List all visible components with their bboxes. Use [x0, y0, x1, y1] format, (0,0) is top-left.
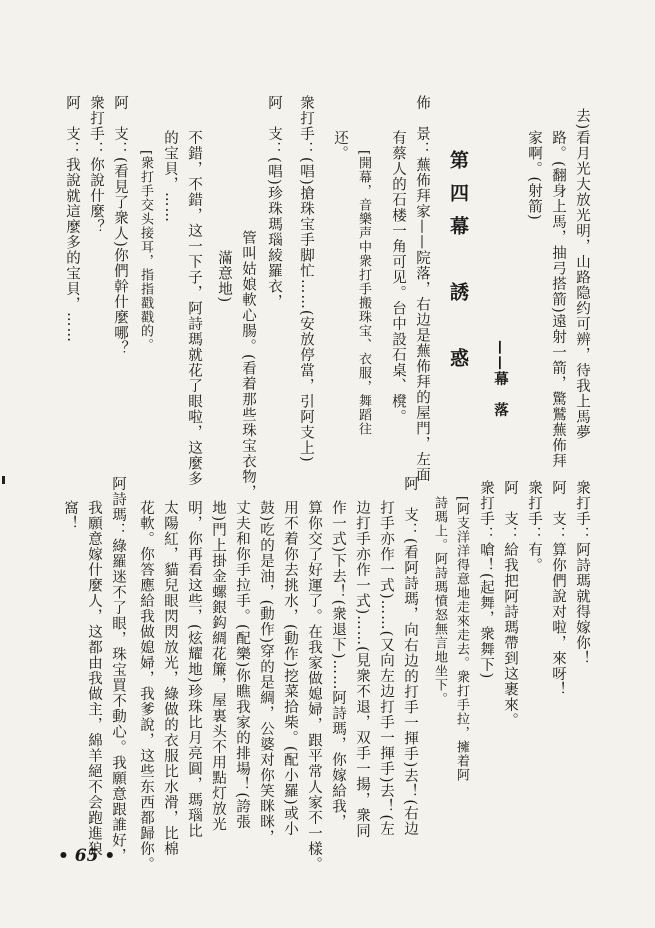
stage-direction-curtain: ——幕 落	[492, 340, 509, 418]
text-column: 佈 景：蕪佈拜家——院落，右边是蕪佈拜的屋門，左面	[414, 95, 430, 483]
stage-direction: 詩瑪上。阿詩瑪憤怒無言地坐下。	[432, 496, 447, 706]
text-column: 衆打手：(唱)搶珠宝手脚忙……(安放停當，引阿支上)	[298, 95, 314, 463]
text-column: 衆打手：你說什麼？	[88, 95, 104, 235]
text-column: 还。	[332, 130, 348, 161]
text-column: 的宝貝，……	[162, 130, 178, 223]
text-column: 阿 支：(看阿詩瑪，向右边的打手一揮手)去！(右边	[402, 476, 418, 837]
stage-direction: [衆打手交头接耳，指指戳戳的。	[138, 150, 153, 353]
act-title: 第四幕 誘 惑	[447, 150, 469, 381]
text-column: 太陽紅，貓兒眼閃閃放光，綠做的衣服比水滑，比棉	[162, 500, 178, 857]
text-column: 阿 支：(唱)珍珠瑪瑙綾羅衣，	[266, 95, 282, 310]
text-column: 衆打手：有。	[526, 480, 542, 573]
margin-mark	[2, 476, 5, 484]
text-column: 打手亦作一式)……(又向左边打手一揮手)去！(左	[378, 500, 394, 837]
text-column: 我願意嫁什麼人，这都由我做主，綿羊絕不会跑進狼	[86, 500, 102, 857]
text-column: 管叫姑娘軟心腸。(看着那些珠宝衣物，	[240, 230, 256, 501]
text-column: 衆打手：阿詩瑪就得嫁你！	[574, 480, 590, 666]
text-column: 边打手亦作一式)……(見衆不退，双手一揚，衆同	[354, 500, 370, 839]
text-column: 阿 支：給我把阿詩瑪帶到这裹來。	[502, 480, 518, 728]
text-column: 滿意地)	[216, 250, 232, 304]
text-column: 路。(翻身上馬，抽弓搭箭)遠射一箭，驚鷲蕪佈拜	[550, 130, 566, 469]
text-column: 家啊。(射箭)	[526, 130, 542, 221]
text-column: 花軟。你答應給我做媳婦，我爹說，这些东西都歸你。	[138, 500, 154, 872]
text-column: 丈夫和你手拉手。(配樂)你瞧我家的排場！(誇張	[234, 500, 250, 830]
text-column: 不錯，不錯，这一下子，阿詩瑪就花了眼啦，这麼多	[186, 130, 202, 487]
text-column: 窩！	[62, 500, 78, 531]
text-column: 阿詩瑪：綠羅迷不了眼，珠宝買不動心。我願意跟誰好，	[110, 476, 126, 864]
text-column: 衆打手：嗆！(起舞，衆舞下)	[478, 480, 494, 680]
text-column: 明，你再看这些，(炫耀地)珍珠比月亮圓，瑪瑙比	[186, 500, 202, 839]
text-column: 阿 支：(看見了衆人)你們幹什麼哪？	[112, 95, 128, 357]
page-number: • 65 •	[58, 846, 116, 866]
text-column: 用不着你去挑水，(動作)挖菜拾柴。(配小羅)或小	[282, 500, 298, 837]
text-column: 去)看月光大放光明，山路隐约可辨，待我上馬夢	[574, 108, 590, 441]
text-column: 地)門上掛金螺銀鈎綢花簾，屋裏头不用點灯放光	[210, 500, 226, 833]
text-column: 有蔡人的石楼一角可见。台中設石桌、櫈。	[390, 130, 406, 425]
text-column: 算你交了好運了。在我家做媳婦，跟平常人家不一樣。	[306, 500, 322, 872]
stage-direction: [阿支洋洋得意地走來走去。衆打手拉，擁着阿	[454, 496, 469, 783]
text-column: 作一式)下去！(衆退下)……阿詩瑪，你嫁給我，	[330, 500, 346, 830]
text-column: 鼓)吃的是油，(動作)穿的是綢，公婆对你笑眯眯，	[258, 500, 274, 846]
text-column: 阿 支：我說就這麼多的宝貝，……	[64, 95, 80, 343]
text-column: 阿 支：算你們說对啦，來呀！	[550, 480, 566, 697]
stage-direction: [開幕，音樂声中衆打手搬珠宝、衣服，舞蹈往	[356, 150, 371, 437]
